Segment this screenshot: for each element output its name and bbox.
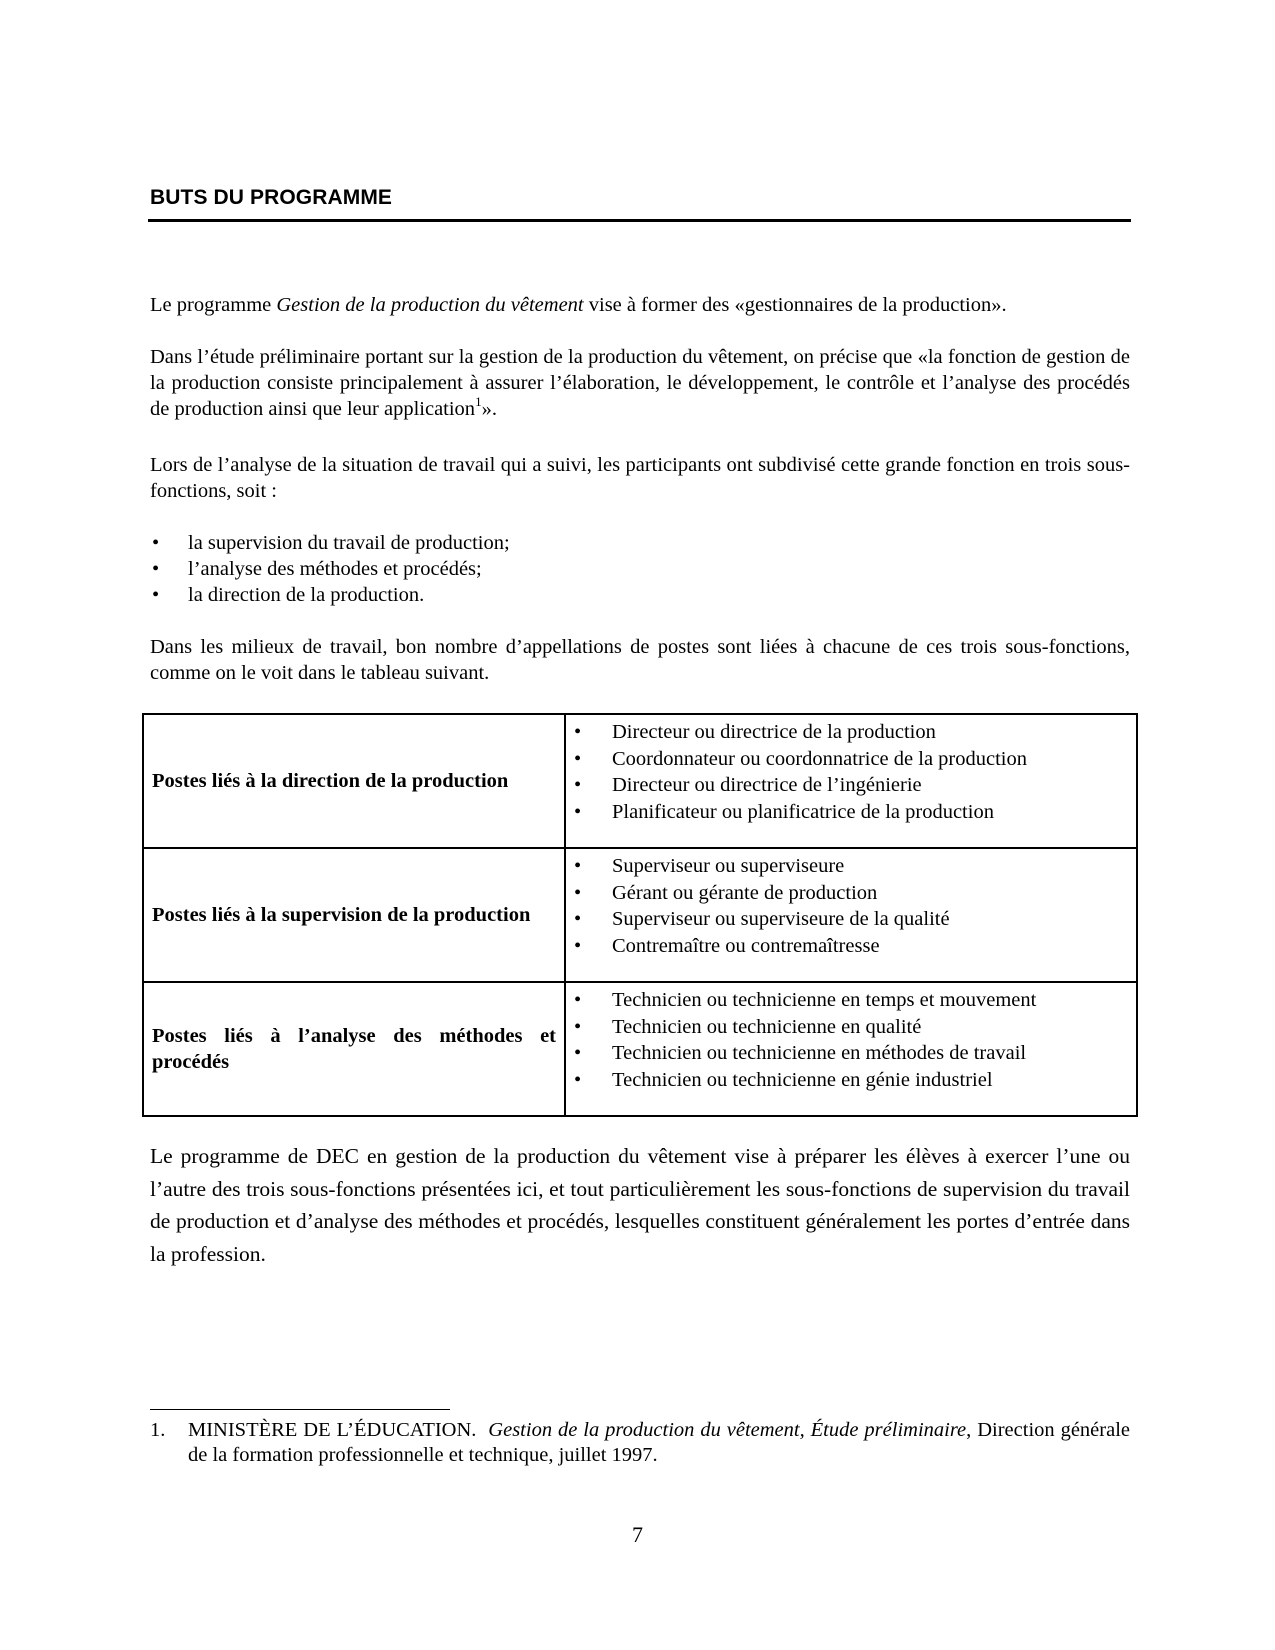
intro-text-before: Le programme (150, 294, 277, 316)
job-title: Superviseur ou superviseure (612, 855, 845, 877)
work-analysis-paragraph: Lors de l’analyse de la situation de travail qui a suivi, les participants ont subdivisé cette grande fonction en trois sous-fonctions, soit : (150, 454, 1130, 502)
list-item-text: la direction de la production. (188, 584, 425, 606)
bullet-icon: • (152, 558, 160, 580)
bullet-icon: • (574, 747, 582, 770)
list-item (150, 582, 510, 608)
footnote (150, 1418, 1130, 1468)
page-number: 7 (632, 1522, 643, 1547)
bullet-icon: • (152, 584, 160, 606)
bullet-icon: • (574, 774, 582, 796)
list-item (566, 1040, 1136, 1067)
list-item (566, 719, 1136, 746)
list-item (150, 556, 510, 582)
list-item (566, 906, 1136, 933)
list-item (566, 746, 1136, 773)
bullet-icon: • (574, 800, 582, 823)
footnote-reference[interactable]: 1 (475, 394, 482, 409)
list-item (566, 880, 1136, 907)
list-item (566, 772, 1136, 799)
list-item (566, 799, 1136, 826)
program-goal-paragraph: Le programme de DEC en gestion de la production du vêtement vise à préparer les élèves à exercer l’une ou l’autre des trois sous-fonctions présentées ici, et tout particulièrement les sous-fonctions de supervision du travail de production et d’analyse des méthodes et procédés, lesquelles constituent généralement les portes d’entrée dans la profession. (150, 1144, 1130, 1266)
job-title: Planificateur ou planificatrice de la production (612, 800, 994, 823)
heading-underline (148, 219, 1131, 222)
list-item (150, 530, 510, 556)
footnote-body (188, 1418, 1130, 1468)
row-items (565, 982, 1137, 1116)
bullet-icon: • (574, 881, 582, 904)
intro-paragraph (150, 292, 1130, 318)
table-row (143, 848, 1137, 982)
bullet-icon: • (574, 1042, 582, 1064)
table-row (143, 714, 1137, 848)
bullet-icon: • (574, 855, 582, 877)
bullet-icon: • (152, 532, 160, 554)
row-label: Postes liés à l’analyse des méthodes et procédés (143, 982, 565, 1116)
program-title: Gestion de la production du vêtement (276, 294, 584, 316)
bullet-icon: • (574, 721, 582, 743)
footnote-separator (150, 1409, 450, 1410)
job-title: Coordonnateur ou coordonnatrice de la production (612, 747, 1027, 770)
list-item (566, 853, 1136, 880)
footnote-title: Gestion de la production du vêtement, Étude préliminaire (488, 1419, 967, 1441)
row-items (565, 714, 1137, 848)
row-label: Postes liés à la supervision de la production (143, 848, 565, 982)
section-heading: BUTS DU PROGRAMME (150, 186, 393, 209)
job-titles-table (142, 713, 1138, 1117)
bullet-icon: • (574, 934, 582, 957)
row-items (565, 848, 1137, 982)
job-title: Technicien ou technicienne en temps et mouvement (612, 989, 1037, 1011)
job-title: Directeur ou directrice de la production (612, 721, 936, 743)
bullet-icon: • (574, 908, 582, 930)
list-item (566, 1067, 1136, 1094)
job-title: Technicien ou technicienne en génie industriel (612, 1068, 993, 1091)
bullet-icon: • (574, 1068, 582, 1091)
list-item-text: l’analyse des méthodes et procédés; (188, 558, 482, 580)
job-title: Technicien ou technicienne en qualité (612, 1015, 922, 1038)
job-title: Superviseur ou superviseure de la qualité (612, 908, 950, 930)
job-title: Contremaître ou contremaîtresse (612, 934, 880, 957)
footnote-number: 1. (150, 1419, 166, 1441)
list-item (566, 933, 1136, 960)
list-item (566, 987, 1136, 1014)
subfunction-list (150, 530, 510, 608)
bullet-icon: • (574, 1015, 582, 1038)
list-item (566, 1014, 1136, 1041)
intro-text-after: vise à former des «gestionnaires de la production». (583, 294, 1007, 316)
job-title: Technicien ou technicienne en méthodes de travail (612, 1042, 1027, 1064)
list-item-text: la supervision du travail de production; (188, 532, 510, 554)
preliminary-study-paragraph (150, 344, 1130, 422)
footnote-publisher: , Direction générale de la formation professionnelle et technique, juillet 1997. (188, 1419, 1130, 1466)
table-row (143, 982, 1137, 1116)
job-title: Directeur ou directrice de l’ingénierie (612, 774, 922, 796)
row-label: Postes liés à la direction de la production (143, 714, 565, 848)
preliminary-study-text: Dans l’étude préliminaire portant sur la gestion de la production du vêtement, on précise que «la fonction de gestion de la production consiste principalement à assurer l’élaboration, le développement, le contrôle et l’analyse des procédés de production ainsi que leur application (150, 346, 1130, 420)
job-titles-paragraph: Dans les milieux de travail, bon nombre d’appellations de postes sont liées à chacune de ces trois sous-fonctions, comme on le voit dans le tableau suivant. (150, 636, 1130, 684)
preliminary-study-closing: ». (481, 398, 497, 420)
footnote-author: MINISTÈRE DE L’ÉDUCATION. (188, 1419, 477, 1441)
job-title: Gérant ou gérante de production (612, 881, 878, 904)
bullet-icon: • (574, 989, 582, 1011)
